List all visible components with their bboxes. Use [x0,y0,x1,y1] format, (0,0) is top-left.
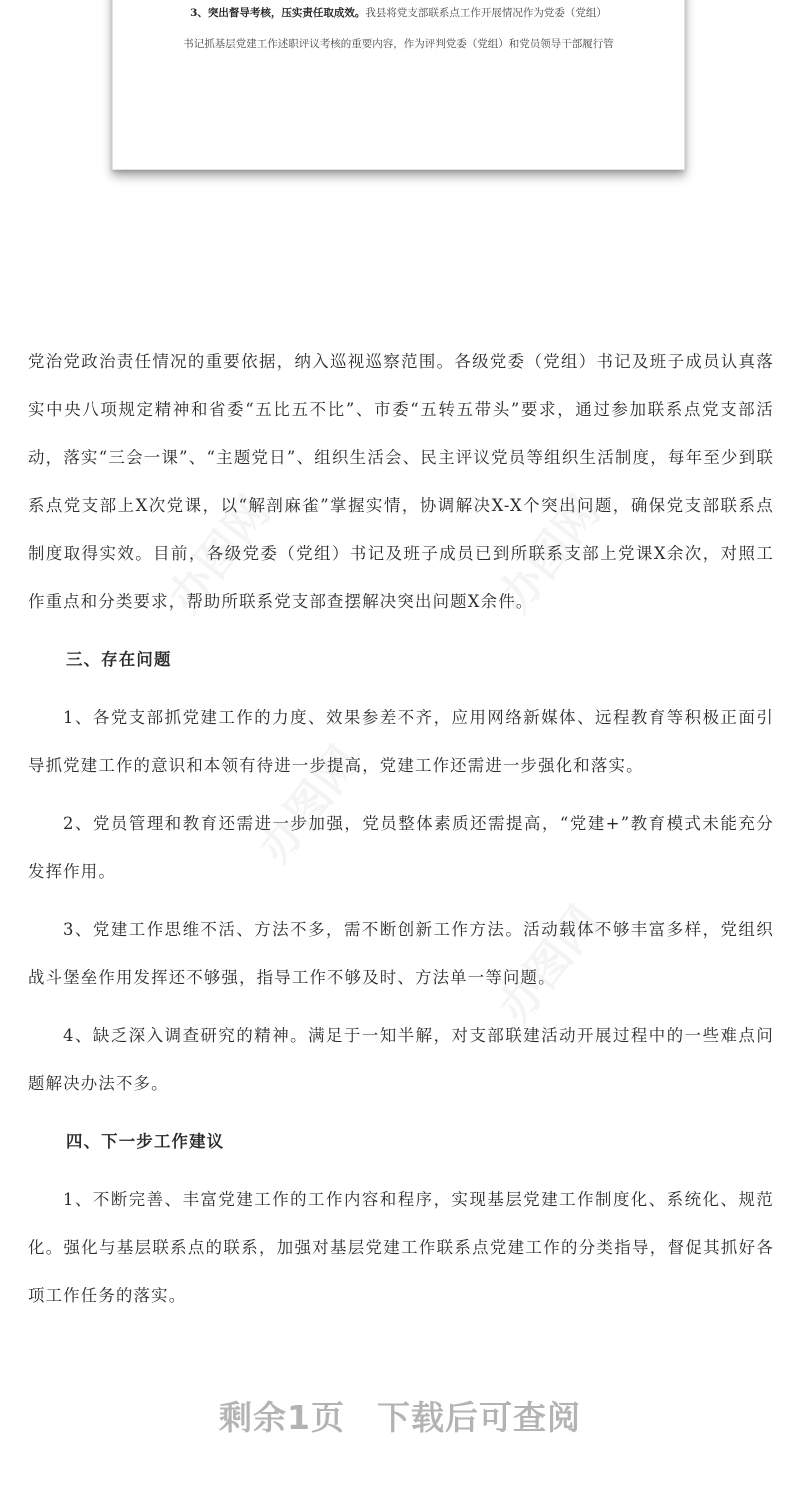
paragraph: 1、不断完善、丰富党建工作的工作内容和程序，实现基层党建工作制度化、系统化、规范化。强化与基层联系点的联系，加强对基层党建工作联系点党建工作的分类指导，督促其抓好各项工作任务的落实。 [28,1190,774,1305]
paragraph: 2、党员管理和教育还需进一步加强，党员整体素质还需提高，“党建+”教育模式未能充分发挥作用。 [28,814,774,881]
download-hint-label: 下载后可查阅 [376,1398,581,1437]
remaining-pages-label: 剩余1页 [219,1398,345,1437]
watermark: 办图网 [488,487,611,623]
card-line-1-rest: 我县将党支部联系点工作开展情况作为党委（党组） [365,7,607,19]
paragraph: 3、党建工作思维不活、方法不多，需不断创新工作方法。活动载体不够丰富多样，党组织战斗堡垒作用发挥还不够强，指导工作不够及时、方法单一等问题。 [28,920,774,987]
section-heading: 三、存在问题 [66,650,172,669]
watermark: 办图网 [488,897,611,1033]
document-body [28,338,774,1320]
watermark: 办图网 [248,737,371,873]
paragraph: 4、缺乏深入调查研究的精神。满足于一知半解，对支部联建活动开展过程中的一些难点问题解决办法不多。 [28,1026,774,1093]
card-line-2: 书记抓基层党建工作述职评议考核的重要内容，作为评判党委（党组）和党员领导干部履行管 [183,38,614,50]
card-line-1 [113,5,684,20]
paragraph: 党治党政治责任情况的重要依据，纳入巡视巡察范围。各级党委（党组）书记及班子成员认真落实中央八项规定精神和省委“五比五不比”、市委“五转五带头”要求，通过参加联系点党支部活动，落实“三会一课”、“主题党日”、组织生活会、民主评议党员等组织生活制度，每年至少到联系点党支部上X次党课，以“解剖麻雀”掌握实情，协调解决X-X个突出问题，确保党支部联系点制度取得实效。目前，各级党委（党组）书记及班子成员已到所联系支部上党课X余次，对照工作重点和分类要求，帮助所联系党支部查摆解决突出问题X余件。 [28,352,774,611]
download-prompt[interactable] [0,1392,800,1439]
paragraph: 1、各党支部抓党建工作的力度、效果参差不齐，应用网络新媒体、远程教育等积极正面引导抓党建工作的意识和本领有待进一步提高，党建工作还需进一步强化和落实。 [28,708,774,775]
watermark: 办图网 [158,487,281,623]
section-heading: 四、下一步工作建议 [66,1132,225,1151]
card-line-1-bold: 3、突出督导考核，压实责任取成效。 [190,7,366,19]
document-preview-card [112,0,685,170]
